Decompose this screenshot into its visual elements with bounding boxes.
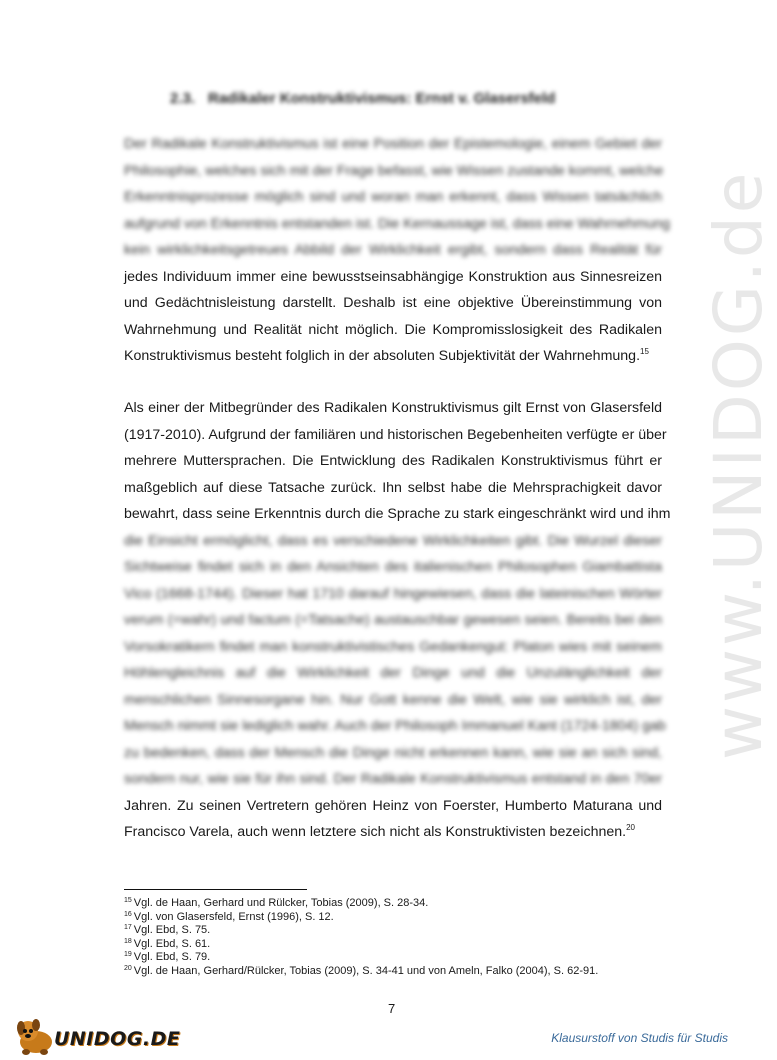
footnote [124,924,598,938]
watermark: www.UNIDOG.de [700,169,777,760]
footnote-text: Vgl. Ebd, S. 75. [133,924,211,937]
blurred-line: Philosophie, welches sich mit der Frage befasst, wie Wissen zustande kommt, welche [124,162,664,179]
footnote-number: 15 [124,897,132,904]
footnote-divider [124,889,307,890]
blurred-line: Der Radikale Konstruktivismus ist eine Position der Epistemologie, einem Gebiet der [124,136,662,152]
blurred-line: aufgrund von Erkenntnis entstanden ist. Die Kernaussage ist, dass eine Wahrnehmung [124,215,671,232]
text-line: Wahrnehmung und Realität nicht möglich. Die Kompromisslosigkeit des Radikalen [124,321,662,338]
text-line [124,343,662,370]
text-line: mehrere Muttersprachen. Die Entwicklung des Radikalen Konstruktivismus führt er [124,453,662,469]
footnote-ref: 20 [626,823,635,832]
text-line: bewahrt, dass seine Erkenntnis durch die Sprache zu stark eingeschränkt wird und ihm [124,506,671,522]
tagline: Klausurstoff von Studis für Studis [551,1031,728,1045]
paragraph-1 [124,131,671,370]
section-heading [170,90,555,107]
page-number: 7 [388,1001,396,1016]
text-line: Als einer der Mitbegründer des Radikalen Konstruktivismus gilt Ernst von Glasersfeld [124,400,662,416]
text-line [124,819,662,846]
footnote-ref: 15 [640,347,649,356]
section-number: 2.3. [170,90,196,107]
footnote-text: Vgl. de Haan, Gerhard/Rülcker, Tobias (2009), S. 34-41 und von Ameln, Falko (2004), S. 62-91. [133,964,599,977]
section-title: Radikaler Konstruktivismus: Ernst v. Glasersfeld [208,90,556,107]
blurred-line: verum (=wahr) und factum (=Tatsache) austauschbar gewesen seien. Bereits bei den [124,612,662,628]
footnote-text: Vgl. von Glasersfeld, Ernst (1996), S. 12. [133,910,334,923]
logo-text: UNIDOG.DE [54,1028,181,1050]
blurred-line: menschlichen Sinnesorgane hin. Nur Gott kenne die Welt, wie sie wirklich ist, der [124,691,662,708]
blurred-line: Höhlengleichnis auf die Wirklichkeit der Dinge und die Unzulänglichkeit der [124,665,662,681]
blurred-line: Erkenntnisprozesse möglich sind und woran man erkennt, dass Wissen tatsächlich [124,189,662,205]
text-line: (1917-2010). Aufgrund der familiären und historischen Begebenheiten verfügte er über [124,426,667,443]
blurred-line: kein wirklichkeitsgetreues Abbild der Wirklichkeit ergibt, sondern dass Realität für [124,242,662,258]
text-line: Jahren. Zu seinen Vertretern gehören Heinz von Foerster, Humberto Maturana und [124,797,662,814]
blurred-line: die Einsicht ermöglicht, dass es verschiedene Wirklichkeiten gibt. Die Wurzel dieser [124,532,662,549]
blurred-line: sondern nur, wie sie für ihn sind. Der Radikale Konstruktivismus entstand in den 70er [124,771,662,787]
footnotes [124,897,598,979]
unidog-logo[interactable] [14,1014,181,1058]
blurred-line: zu bedenken, dass der Mensch die Dinge nicht erkennen kann, wie sie an sich sind, [124,744,662,761]
paragraph-2 [124,395,671,846]
text-line: und Gedächtnisleistung darstellt. Deshalb ist eine objektive Übereinstimmung von [124,295,662,311]
blurred-line: Mensch nimmt sie lediglich wahr. Auch der Philosoph Immanuel Kant (1724-1804) gab [124,718,666,734]
text-line: jedes Individuum immer eine bewusstseinsabhängige Konstruktion aus Sinnesreizen [124,268,662,285]
footnote-number: 19 [124,951,132,959]
footnote-number: 16 [124,910,132,918]
footnote-number: 18 [124,937,132,945]
footnote [124,938,598,952]
footnote [124,911,598,925]
footnote-text: Vgl. de Haan, Gerhard und Rülcker, Tobias (2009), S. 28-34. [133,897,429,909]
blurred-line: Vico (1668-1744). Dieser hat 1710 darauf hingewiesen, dass die lateinischen Wörter [124,585,662,602]
footnote-text: Vgl. Ebd, S. 61. [133,937,211,950]
blurred-line: Sichtweise findet sich in den Ansichten des italienischen Philosophen Giambattista [124,559,662,575]
footnote [124,951,598,965]
blurred-line: Vorsokratikern findet man konstruktivistisches Gedankengut: Platon wies mit seinem [124,638,662,655]
footnote-number: 17 [124,924,132,932]
footnote-number: 20 [124,964,132,972]
footnote-text: Vgl. Ebd, S. 79. [133,951,211,964]
text-line-content: Francisco Varela, auch wenn letztere sich nicht als Konstruktivisten bezeichnen. [124,824,627,840]
text-line: maßgeblich auf diese Tatsache zurück. Ihn selbst habe die Mehrsprachigkeit davor [124,479,662,496]
footnote [124,897,598,911]
text-line-content: Konstruktivismus besteht folglich in der absoluten Subjektivität der Wahrnehmung. [124,348,641,364]
footnote [124,965,598,979]
